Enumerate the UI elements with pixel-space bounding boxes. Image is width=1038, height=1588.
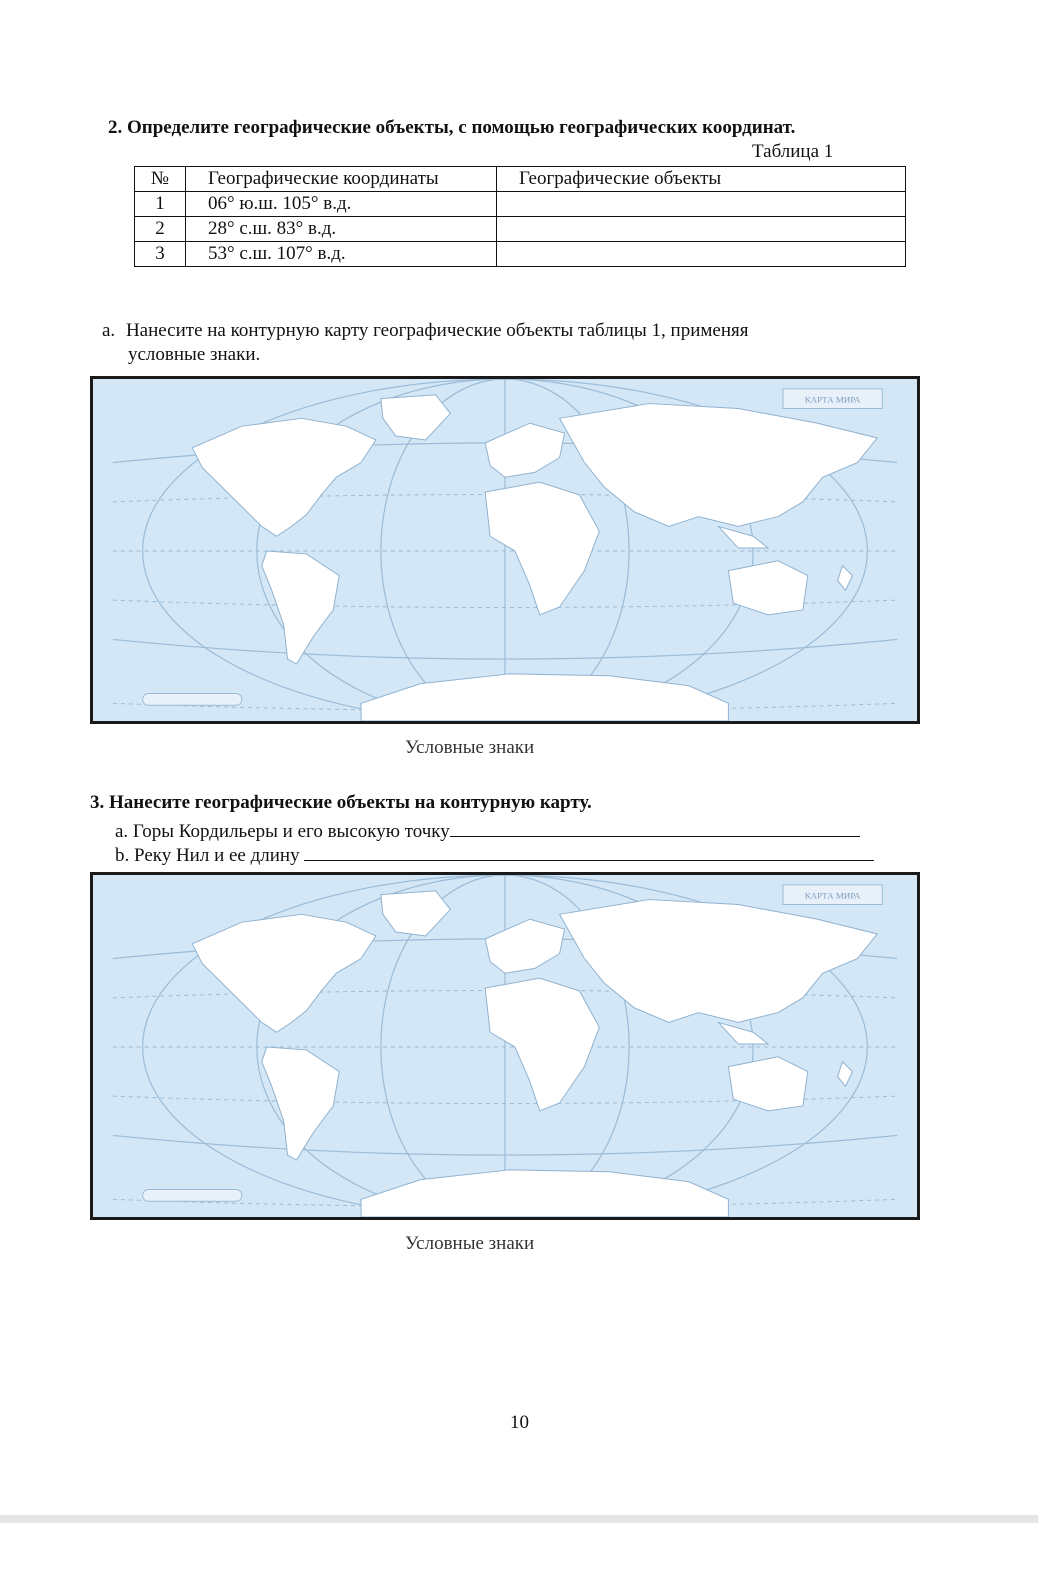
task-3-title-text: Нанесите географические объекты на контурную карту. xyxy=(109,792,592,813)
row-number: 2 xyxy=(135,217,186,242)
task-2-item-a xyxy=(102,318,748,344)
table-row xyxy=(135,217,906,242)
row-object-answer[interactable] xyxy=(497,242,906,267)
table-caption: Таблица 1 xyxy=(752,141,834,162)
table-header-row xyxy=(135,167,906,192)
row-coordinates: 53° с.ш. 107° в.д. xyxy=(186,242,497,267)
world-map-drawing xyxy=(93,875,917,1217)
item-a-marker: a. xyxy=(102,320,116,341)
task-3-title: 3. Нанесите географические объекты на контурную карту. xyxy=(90,792,592,813)
task-2-title: 2. Определите географические объекты, с помощью географических координат. xyxy=(108,117,796,138)
header-number: № xyxy=(135,167,186,192)
task-2-number: 2 xyxy=(108,117,118,138)
table-row xyxy=(135,242,906,267)
item-a-text: a. Горы Кордильеры и его высокую точку xyxy=(115,821,450,842)
header-objects: Географические объекты xyxy=(497,167,906,192)
item-b-text: b. Реку Нил и ее длину xyxy=(115,845,305,866)
item-b-answer-line[interactable] xyxy=(304,840,874,861)
header-coordinates: Географические координаты xyxy=(186,167,497,192)
map-2-caption: Условные знаки xyxy=(405,1233,535,1254)
map-1-label: КАРТА МИРА xyxy=(804,394,861,405)
task-2-title-text: Определите географические объекты, с помощью географических координат. xyxy=(127,117,796,138)
map-2-label: КАРТА МИРА xyxy=(804,890,861,901)
bottom-divider xyxy=(0,1515,1038,1523)
map-1-caption: Условные знаки xyxy=(405,737,535,758)
row-number: 3 xyxy=(135,242,186,267)
contour-map-2[interactable] xyxy=(90,872,920,1220)
row-coordinates: 28° с.ш. 83° в.д. xyxy=(186,217,497,242)
row-coordinates: 06° ю.ш. 105° в.д. xyxy=(186,192,497,217)
row-object-answer[interactable] xyxy=(497,192,906,217)
world-map-drawing xyxy=(93,379,917,721)
coordinates-table xyxy=(134,166,906,267)
row-object-answer[interactable] xyxy=(497,217,906,242)
item-a-line-2: условные знаки. xyxy=(128,344,261,365)
table-row xyxy=(135,192,906,217)
contour-map-1[interactable] xyxy=(90,376,920,724)
item-a-line-1: Нанесите на контурную карту географические объекты таблицы 1, применяя xyxy=(125,320,749,341)
item-a-answer-line[interactable] xyxy=(450,816,860,837)
task-3-item-b xyxy=(115,840,874,869)
page-number: 10 xyxy=(510,1412,529,1433)
task-3-number: 3 xyxy=(90,792,100,813)
row-number: 1 xyxy=(135,192,186,217)
